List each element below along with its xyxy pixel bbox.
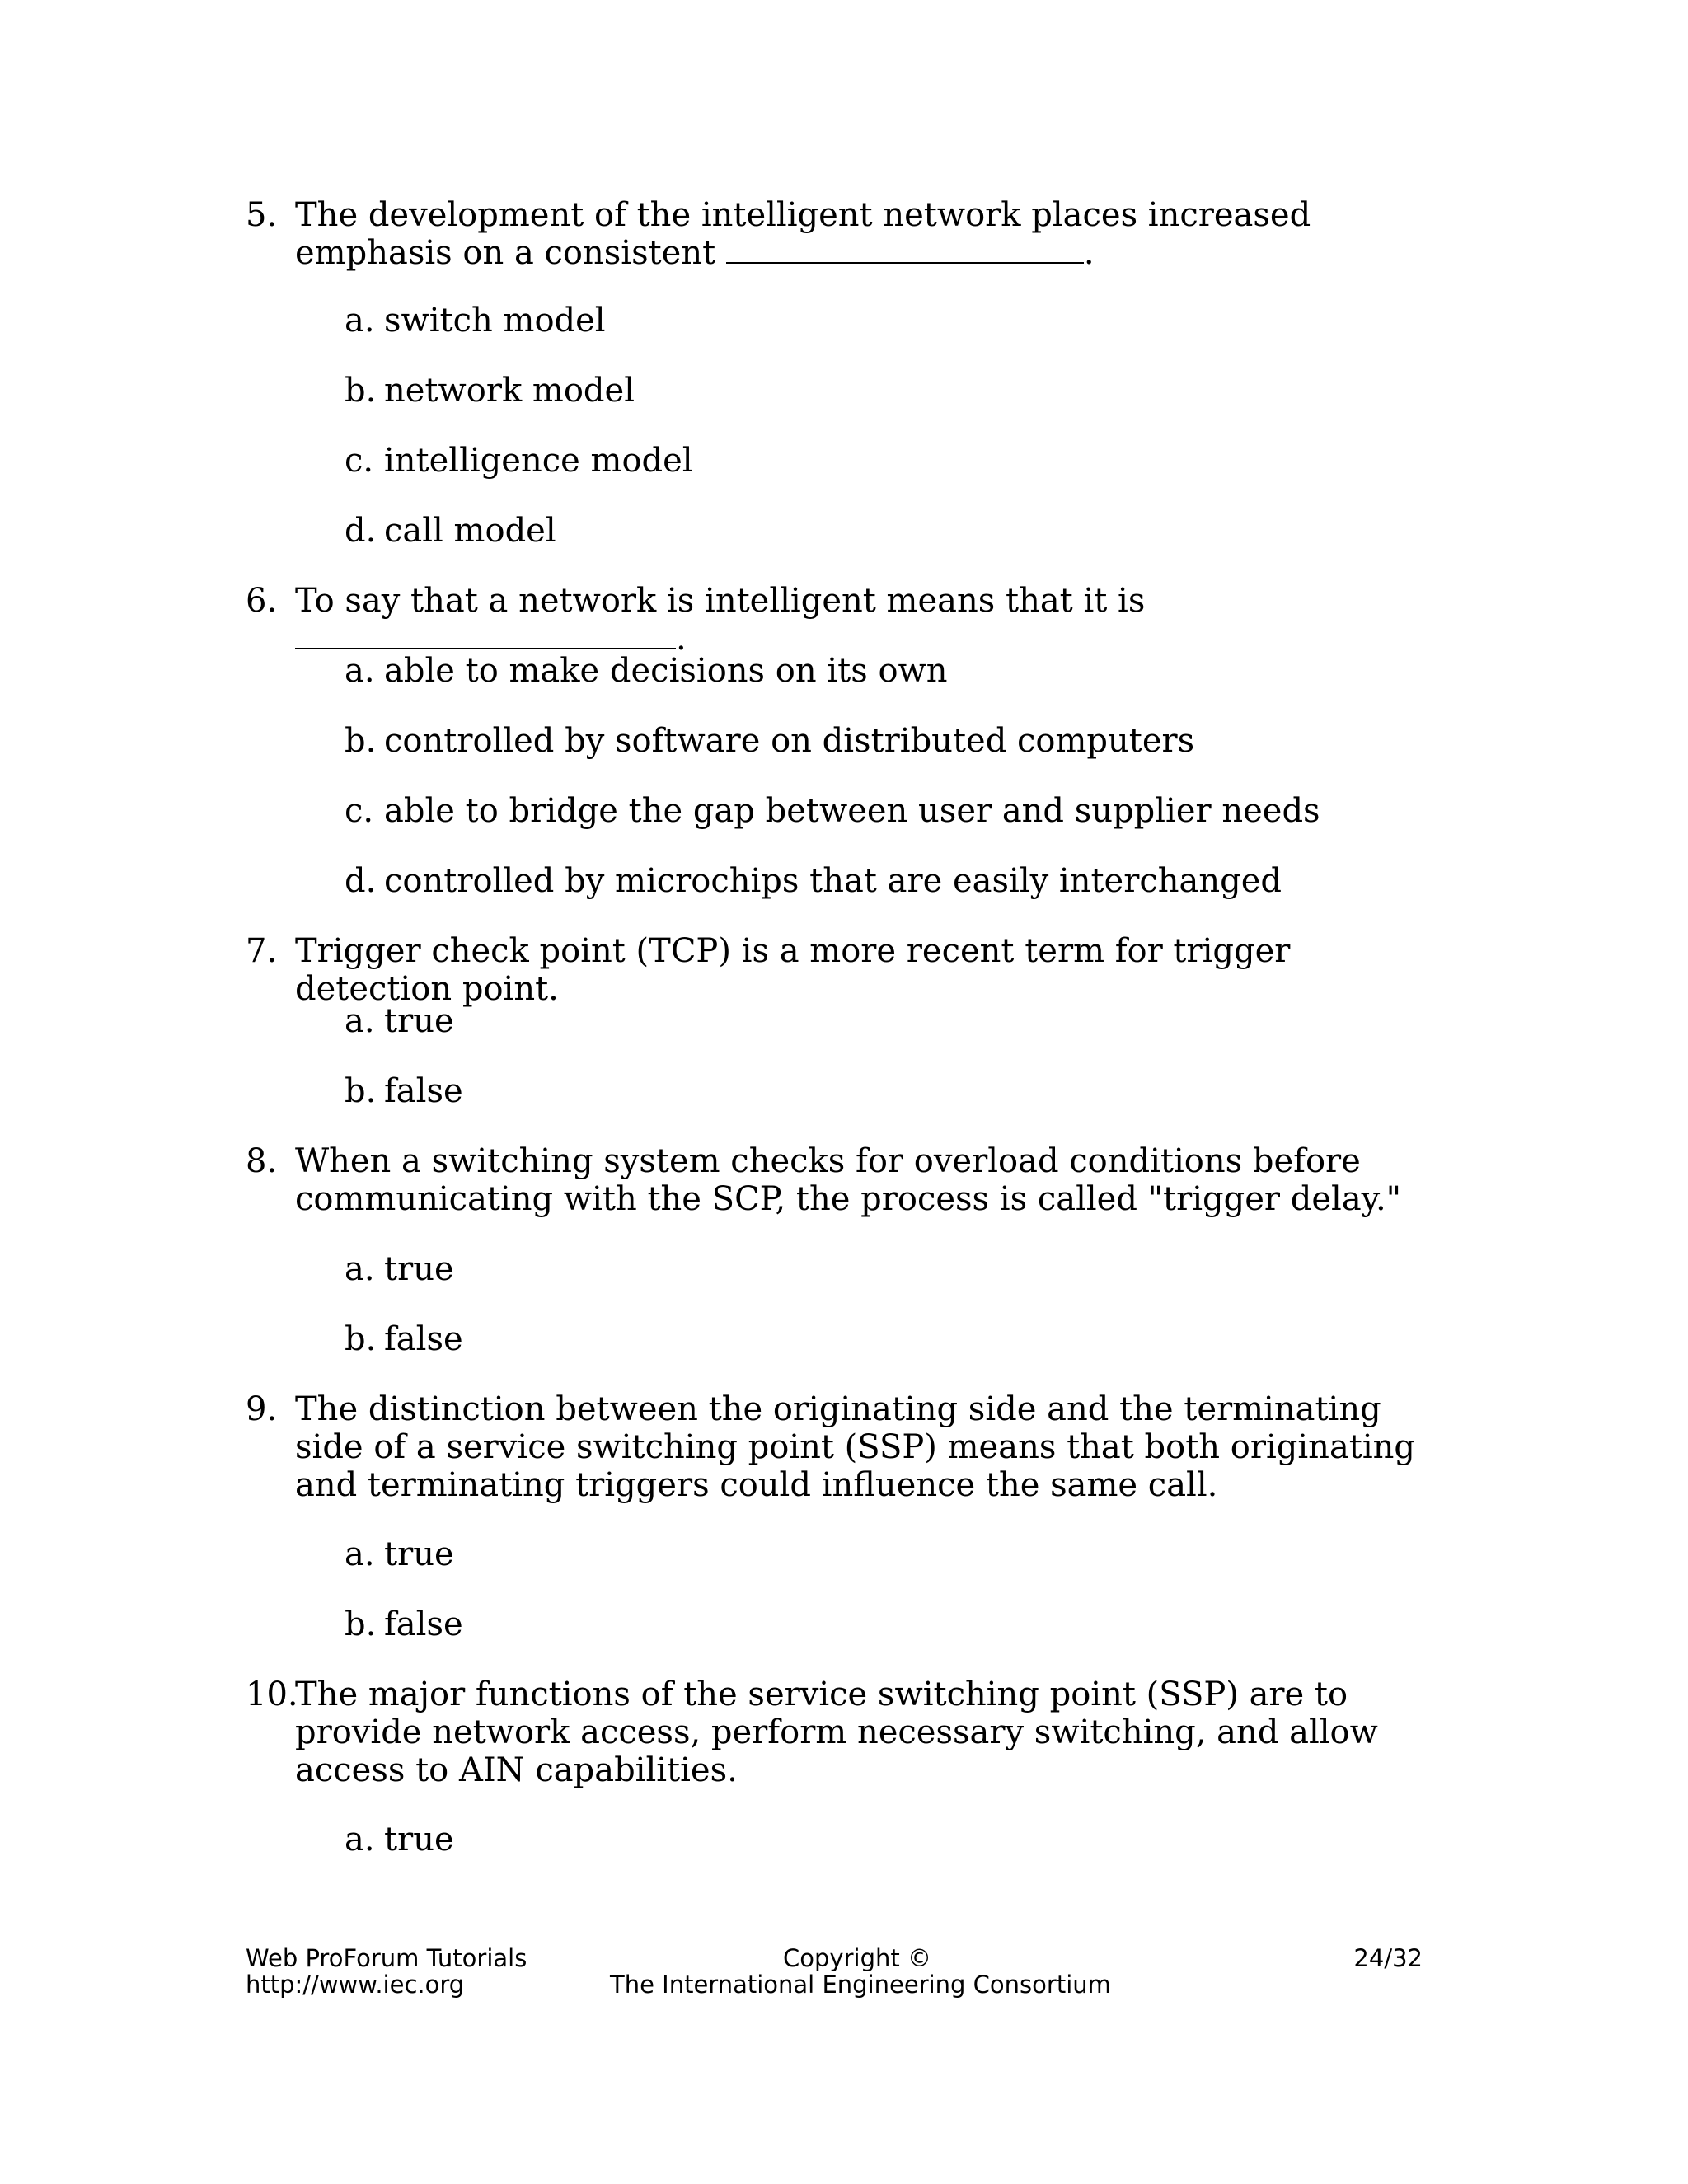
question-text: Trigger check point (TCP) is a more recent term for trigger detection point. bbox=[295, 932, 1291, 1008]
answer-blank bbox=[295, 620, 676, 649]
option-letter: c. bbox=[345, 442, 374, 480]
option-text: able to bridge the gap between user and supplier needs bbox=[384, 792, 1320, 830]
option-letter: c. bbox=[345, 792, 374, 830]
option-letter: b. bbox=[345, 372, 377, 410]
question-number: 5. bbox=[246, 196, 278, 234]
question-6 bbox=[246, 582, 1449, 658]
footer-organization: The International Engineering Consortium bbox=[610, 1971, 1111, 1999]
option-text: network model bbox=[384, 372, 635, 410]
option-letter: b. bbox=[345, 1605, 377, 1643]
option-letter: d. bbox=[345, 862, 377, 900]
option-text: switch model bbox=[384, 302, 606, 340]
question-number: 9. bbox=[246, 1390, 278, 1428]
option-text: false bbox=[384, 1605, 463, 1643]
question-9 bbox=[246, 1390, 1449, 1504]
option-text: controlled by microchips that are easily interchanged bbox=[384, 862, 1282, 900]
option-7b bbox=[345, 1072, 463, 1110]
question-text-after: . bbox=[1083, 234, 1095, 272]
option-text: true bbox=[384, 1002, 454, 1040]
option-letter: b. bbox=[345, 722, 377, 760]
option-text: false bbox=[384, 1320, 463, 1358]
question-text-before: The development of the intelligent network places increased emphasis on a consistent bbox=[295, 196, 1311, 272]
option-letter: a. bbox=[345, 302, 375, 340]
option-6b bbox=[345, 722, 1194, 760]
option-8b bbox=[345, 1320, 463, 1358]
footer-left bbox=[246, 1945, 527, 1998]
option-letter: a. bbox=[345, 1535, 375, 1573]
option-text: true bbox=[384, 1535, 454, 1573]
answer-blank bbox=[726, 234, 1084, 264]
option-7a bbox=[345, 1002, 454, 1040]
option-5a bbox=[345, 302, 606, 340]
option-9b bbox=[345, 1605, 463, 1643]
option-text: able to make decisions on its own bbox=[384, 652, 948, 690]
question-7 bbox=[246, 932, 1449, 1008]
question-number: 7. bbox=[246, 932, 278, 970]
option-8a bbox=[345, 1250, 454, 1288]
question-text bbox=[295, 582, 1449, 658]
page-number: 24/32 bbox=[1353, 1944, 1423, 1972]
option-6c bbox=[345, 792, 1320, 830]
option-text: false bbox=[384, 1072, 463, 1110]
option-5d bbox=[345, 512, 556, 550]
question-number: 8. bbox=[246, 1142, 278, 1180]
option-text: controlled by software on distributed computers bbox=[384, 722, 1195, 760]
option-letter: a. bbox=[345, 1002, 375, 1040]
question-text: The major functions of the service switching point (SSP) are to provide network access, perform necessary switching, and allow access to AIN capabilities. bbox=[295, 1675, 1378, 1789]
option-letter: b. bbox=[345, 1320, 377, 1358]
footer-publisher: Web ProForum Tutorials bbox=[246, 1944, 528, 1972]
option-5c bbox=[345, 442, 693, 480]
question-number: 6. bbox=[246, 582, 278, 620]
footer-center bbox=[610, 1944, 1111, 1999]
option-5b bbox=[345, 372, 635, 410]
footer-url: http://www.iec.org bbox=[246, 1971, 465, 1999]
option-text: call model bbox=[384, 512, 556, 550]
option-letter: b. bbox=[345, 1072, 377, 1110]
question-text: When a switching system checks for overload conditions before communicating with the SCP, the process is called "trigger delay." bbox=[295, 1142, 1402, 1218]
option-text: true bbox=[384, 1250, 454, 1288]
question-number: 10. bbox=[246, 1675, 298, 1713]
option-9a bbox=[345, 1535, 454, 1573]
question-8 bbox=[246, 1142, 1449, 1218]
question-5 bbox=[246, 196, 1449, 272]
option-letter: a. bbox=[345, 652, 375, 690]
option-text: intelligence model bbox=[384, 442, 693, 480]
question-text-after: . bbox=[676, 620, 687, 658]
option-letter: a. bbox=[345, 1821, 375, 1858]
footer-copyright: Copyright © bbox=[783, 1944, 931, 1972]
option-letter: a. bbox=[345, 1250, 375, 1288]
question-text bbox=[295, 196, 1449, 272]
question-10 bbox=[246, 1675, 1449, 1789]
option-6a bbox=[345, 652, 948, 690]
option-letter: d. bbox=[345, 512, 377, 550]
option-text: true bbox=[384, 1821, 454, 1858]
question-text: The distinction between the originating side and the terminating side of a service switching point (SSP) means that both originating and terminating triggers could influence the same call. bbox=[295, 1390, 1416, 1504]
question-text-before: To say that a network is intelligent means that it is bbox=[295, 582, 1146, 620]
option-10a bbox=[345, 1821, 454, 1858]
option-6d bbox=[345, 862, 1282, 900]
